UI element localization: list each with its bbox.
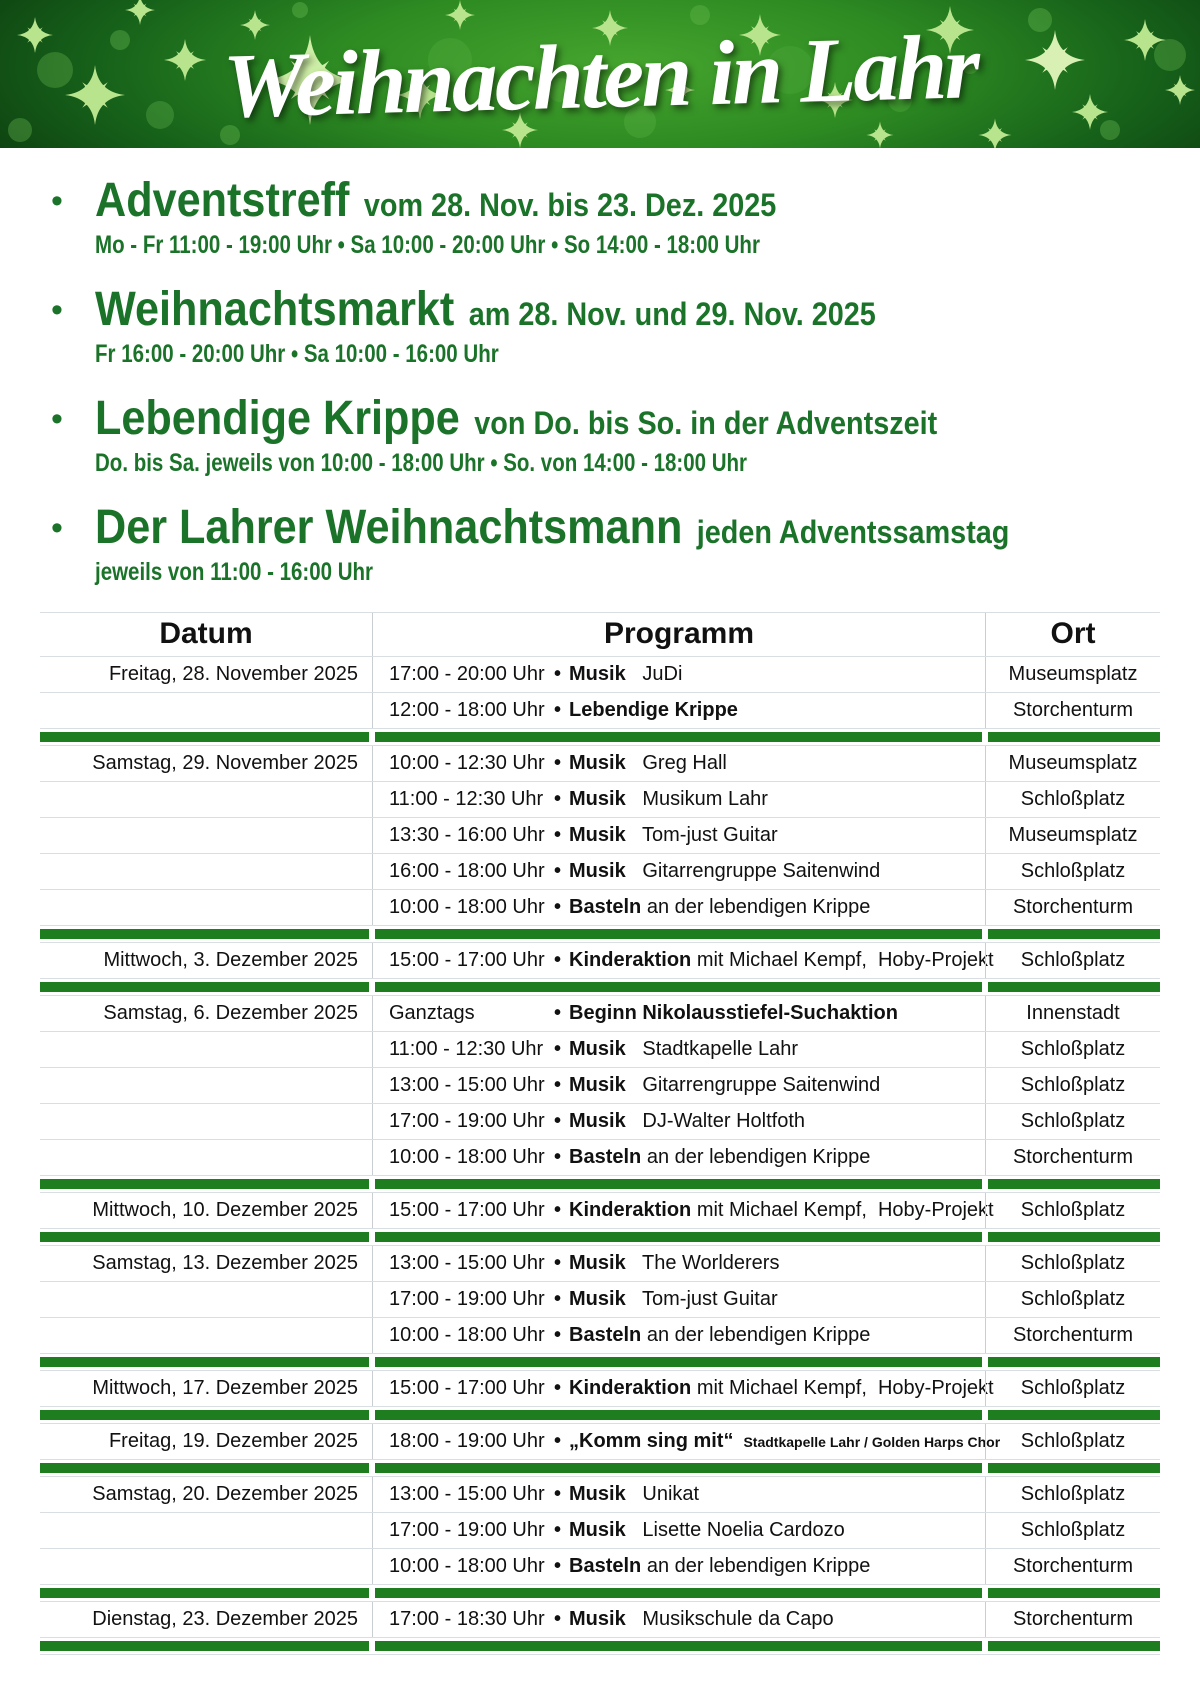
program-cell: [372, 943, 994, 978]
date-cell: [40, 1068, 372, 1103]
table-row: [40, 1477, 1160, 1513]
date-cell: [40, 1282, 372, 1317]
program-text: [554, 1074, 985, 1097]
time-text: 17:00 - 19:00 Uhr: [389, 1109, 545, 1132]
ort-cell: Schloßplatz: [985, 1032, 1160, 1067]
date-cell: [40, 818, 372, 853]
program-text: [554, 1377, 994, 1400]
dot-icon: •: [554, 859, 562, 882]
date-cell: [40, 1318, 372, 1353]
program-label: Kinderaktion: [569, 1198, 692, 1221]
ort-cell: Schloßplatz: [985, 854, 1160, 889]
green-bar: [40, 1232, 369, 1242]
table-row: [40, 818, 1160, 854]
table-row: [40, 1104, 1160, 1140]
green-bar: [40, 1410, 369, 1420]
dot-icon: •: [554, 948, 562, 971]
dot-icon: •: [554, 787, 562, 810]
banner: [0, 0, 1200, 148]
green-bar: [375, 1410, 982, 1420]
program-label: Musik: [569, 751, 626, 774]
dot-icon: •: [554, 823, 562, 846]
time-text: 11:00 - 12:30 Uhr: [389, 787, 544, 810]
table-row: [40, 996, 1160, 1032]
group-separator-bar: [40, 1354, 1160, 1371]
green-bar: [40, 1179, 369, 1189]
group-separator-bar: [40, 729, 1160, 746]
table-row: [40, 1424, 1160, 1460]
table-row: [40, 1282, 1160, 1318]
program-cell: [372, 1032, 985, 1067]
ort-cell: Storchenturm: [985, 890, 1160, 925]
table-row: [40, 1602, 1160, 1638]
date-cell: [40, 1549, 372, 1584]
green-bar: [40, 929, 369, 939]
ort-cell: Schloßplatz: [985, 1282, 1160, 1317]
green-bar: [988, 1410, 1160, 1420]
program-label: Basteln: [569, 1323, 642, 1346]
green-bar: [375, 982, 982, 992]
time-text: 17:00 - 20:00 Uhr: [389, 662, 545, 685]
group-separator-bar: [40, 1229, 1160, 1246]
ort-cell: Schloßplatz: [985, 1068, 1160, 1103]
time-text: 17:00 - 19:00 Uhr: [389, 1287, 545, 1310]
table-row: [40, 943, 1160, 979]
dot-icon: •: [554, 1251, 562, 1274]
table-row: [40, 1193, 1160, 1229]
table-row: [40, 1513, 1160, 1549]
ort-cell: Schloßplatz: [985, 1193, 1160, 1228]
ort-cell: Schloßplatz: [985, 1371, 1160, 1406]
program-label: Basteln: [569, 1554, 642, 1577]
program-text: [554, 1110, 985, 1133]
program-detail: JuDi: [625, 662, 683, 685]
program-note: Stadtkapelle Lahr / Golden Harps Chor: [743, 1433, 1001, 1450]
event-heading: Der Lahrer Weihnachtsmann: [95, 500, 683, 554]
green-bar: [40, 732, 369, 742]
event-heading: Lebendige Krippe: [95, 391, 460, 445]
ort-cell: Storchenturm: [985, 1140, 1160, 1175]
ort-cell: Schloßplatz: [985, 1104, 1160, 1139]
program-label: Musik: [569, 787, 626, 810]
column-header-programm: Programm: [372, 613, 985, 656]
group-separator-bar: [40, 1585, 1160, 1602]
time-text: 11:00 - 12:30 Uhr: [389, 1037, 544, 1060]
program-label: Musik: [569, 1073, 626, 1096]
date-cell: Samstag, 6. Dezember 2025: [103, 1001, 358, 1024]
program-detail: an der lebendigen Krippe: [641, 1145, 871, 1168]
program-cell: [372, 1246, 985, 1281]
date-cell: Freitag, 19. Dezember 2025: [108, 1429, 358, 1452]
program-cell: [372, 996, 985, 1031]
program-label: Kinderaktion: [569, 1376, 692, 1399]
program-detail: an der lebendigen Krippe: [641, 895, 871, 918]
dot-icon: •: [554, 1323, 562, 1346]
date-cell: [40, 854, 372, 889]
time-text: 17:00 - 19:00 Uhr: [389, 1518, 545, 1541]
program-cell: [372, 1371, 994, 1406]
program-cell: [372, 782, 985, 817]
program-text: [554, 1199, 994, 1222]
time-text: Ganztags: [389, 1001, 475, 1024]
green-bar: [375, 1463, 982, 1473]
dot-icon: •: [554, 1429, 562, 1452]
column-header-datum: Datum: [159, 617, 253, 651]
program-detail: Lisette Noelia Cardozo: [625, 1518, 845, 1541]
ort-cell: Schloßplatz: [985, 782, 1160, 817]
program-cell: [372, 1513, 985, 1548]
green-bar: [375, 929, 982, 939]
event-dates: jeden Adventssamstag: [696, 513, 1010, 550]
list-item-weihnachtsmann: [51, 500, 1200, 590]
date-cell: Mittwoch, 17. Dezember 2025: [92, 1376, 358, 1399]
program-cell: [372, 1282, 985, 1317]
ort-cell: Museumsplatz: [985, 657, 1160, 692]
ort-cell: Schloßplatz: [985, 943, 1160, 978]
green-bar: [375, 732, 982, 742]
program-label: „Komm sing mit“: [569, 1429, 734, 1452]
time-text: 17:00 - 18:30 Uhr: [389, 1607, 545, 1630]
ort-cell: Museumsplatz: [985, 818, 1160, 853]
event-dates: vom 28. Nov. bis 23. Dez. 2025: [363, 187, 777, 223]
program-text: [554, 824, 985, 847]
program-detail: Gitarrengruppe Saitenwind: [625, 859, 881, 882]
event-heading: Adventstreff: [95, 174, 350, 227]
time-text: 16:00 - 18:00 Uhr: [389, 859, 545, 882]
program-label: Musik: [569, 1037, 626, 1060]
program-text: [554, 1324, 985, 1347]
time-text: 15:00 - 17:00 Uhr: [389, 1376, 545, 1399]
date-cell: [40, 782, 372, 817]
program-cell: [372, 1068, 985, 1103]
program-cell: [372, 1140, 985, 1175]
time-text: 10:00 - 12:30 Uhr: [389, 751, 545, 774]
list-item-weihnachtsmarkt: [51, 282, 1200, 372]
program-detail: Greg Hall: [625, 751, 727, 774]
program-label: Musik: [569, 1251, 626, 1274]
date-cell: Mittwoch, 10. Dezember 2025: [92, 1198, 358, 1221]
green-bar: [988, 1641, 1160, 1651]
time-text: 15:00 - 17:00 Uhr: [389, 948, 545, 971]
table-row: [40, 1032, 1160, 1068]
program-label: Lebendige Krippe: [569, 698, 738, 721]
table-body: [40, 657, 1160, 1655]
event-dates: von Do. bis So. in der Adventszeit: [474, 404, 938, 441]
program-cell: [372, 657, 985, 692]
program-detail: mit Michael Kempf, Hoby-Projekt: [691, 948, 994, 971]
green-bar: [375, 1357, 982, 1367]
table-row: [40, 746, 1160, 782]
ort-cell: Schloßplatz: [985, 1424, 1160, 1459]
ort-cell: Storchenturm: [985, 1602, 1160, 1637]
dot-icon: •: [554, 751, 562, 774]
program-label: Basteln: [569, 895, 642, 918]
program-cell: [372, 854, 985, 889]
program-text: [554, 1519, 985, 1542]
program-label: Musik: [569, 1287, 626, 1310]
time-text: 10:00 - 18:00 Uhr: [389, 1323, 545, 1346]
date-cell: [40, 1032, 372, 1067]
program-text: [554, 1038, 985, 1061]
group-separator-bar: [40, 926, 1160, 943]
list-item-adventstreff: [51, 174, 1200, 263]
group-separator-bar: [40, 1460, 1160, 1477]
group-separator-bar: [40, 1176, 1160, 1193]
page-title: Weihnachten in Lahr: [221, 15, 979, 137]
program-label: Musik: [569, 1109, 626, 1132]
green-bar: [40, 1463, 369, 1473]
program-label: Musik: [569, 1518, 626, 1541]
program-detail: Tom-just Guitar: [625, 823, 778, 846]
green-bar: [375, 1232, 982, 1242]
program-detail: Gitarrengruppe Saitenwind: [625, 1073, 881, 1096]
program-text: [554, 1002, 985, 1025]
event-times: jeweils von 11:00 - 16:00 Uhr: [95, 557, 374, 586]
program-text: [554, 1483, 985, 1506]
dot-icon: •: [554, 895, 562, 918]
date-cell: [40, 890, 372, 925]
date-cell: Dienstag, 23. Dezember 2025: [92, 1607, 358, 1630]
dot-icon: •: [554, 1145, 562, 1168]
program-text: [554, 896, 985, 919]
group-separator-bar: [40, 1638, 1160, 1655]
ort-cell: Schloßplatz: [985, 1477, 1160, 1512]
time-text: 10:00 - 18:00 Uhr: [389, 1554, 545, 1577]
green-bar: [988, 1179, 1160, 1189]
program-table: [40, 612, 1160, 1655]
dot-icon: •: [554, 698, 562, 721]
program-text: [554, 1555, 985, 1578]
program-cell: [372, 1193, 994, 1228]
dot-icon: •: [554, 1073, 562, 1096]
program-text: [554, 1608, 985, 1631]
event-heading: Weihnachtsmarkt: [95, 282, 455, 336]
dot-icon: •: [554, 1482, 562, 1505]
table-row: [40, 854, 1160, 890]
event-times: Fr 16:00 - 20:00 Uhr • Sa 10:00 - 16:00 Uhr: [95, 339, 499, 368]
green-bar: [988, 1232, 1160, 1242]
event-summary-list: [0, 148, 1200, 590]
green-bar: [375, 1588, 982, 1598]
date-cell: [40, 693, 372, 728]
dot-icon: •: [554, 1287, 562, 1310]
table-row: [40, 1318, 1160, 1354]
dot-icon: •: [554, 1376, 562, 1399]
bullet-icon: •: [51, 399, 63, 438]
program-cell: [372, 746, 985, 781]
program-detail: mit Michael Kempf, Hoby-Projekt: [691, 1198, 994, 1221]
program-label: Musik: [569, 662, 626, 685]
column-header-ort: Ort: [985, 613, 1160, 656]
green-bar: [988, 982, 1160, 992]
program-text: [554, 788, 985, 811]
dot-icon: •: [554, 1554, 562, 1577]
green-bar: [988, 1588, 1160, 1598]
program-cell: [372, 818, 985, 853]
dot-icon: •: [554, 1037, 562, 1060]
program-text: [554, 1252, 985, 1275]
program-label: Basteln: [569, 1145, 642, 1168]
bullet-icon: •: [51, 290, 63, 329]
green-bar: [40, 1588, 369, 1598]
program-text: [554, 1146, 985, 1169]
program-text: [554, 949, 994, 972]
date-cell: Samstag, 13. Dezember 2025: [92, 1251, 358, 1274]
time-text: 12:00 - 18:00 Uhr: [389, 698, 545, 721]
time-text: 13:30 - 16:00 Uhr: [389, 823, 545, 846]
green-bar: [988, 929, 1160, 939]
time-text: 10:00 - 18:00 Uhr: [389, 1145, 545, 1168]
program-label: Musik: [569, 859, 626, 882]
event-dates: am 28. Nov. und 29. Nov. 2025: [468, 295, 876, 332]
event-times: Do. bis Sa. jeweils von 10:00 - 18:00 Uhr • So. von 14:00 - 18:00 Uhr: [95, 448, 748, 477]
dot-icon: •: [554, 1518, 562, 1541]
program-detail: an der lebendigen Krippe: [641, 1323, 871, 1346]
program-cell: [372, 1477, 985, 1512]
program-detail: an der lebendigen Krippe: [641, 1554, 871, 1577]
program-detail: Musikum Lahr: [625, 787, 768, 810]
program-text: [554, 699, 985, 722]
table-row: [40, 1549, 1160, 1585]
dot-icon: •: [554, 1198, 562, 1221]
green-bar: [40, 982, 369, 992]
table-row: [40, 782, 1160, 818]
green-bar: [40, 1641, 369, 1651]
date-cell: Samstag, 29. November 2025: [92, 751, 358, 774]
program-label: Musik: [569, 1482, 626, 1505]
time-text: 13:00 - 15:00 Uhr: [389, 1482, 545, 1505]
table-row: [40, 890, 1160, 926]
dot-icon: •: [554, 1109, 562, 1132]
table-row: [40, 657, 1160, 693]
time-text: 18:00 - 19:00 Uhr: [389, 1429, 545, 1452]
program-detail: Unikat: [625, 1482, 700, 1505]
green-bar: [40, 1357, 369, 1367]
group-separator-bar: [40, 1407, 1160, 1424]
ort-cell: Innenstadt: [985, 996, 1160, 1031]
bullet-icon: •: [51, 508, 63, 547]
time-text: 15:00 - 17:00 Uhr: [389, 1198, 545, 1221]
date-cell: [40, 1140, 372, 1175]
green-bar: [988, 1463, 1160, 1473]
program-text: [554, 663, 985, 686]
date-cell: [40, 1104, 372, 1139]
date-cell: Mittwoch, 3. Dezember 2025: [103, 948, 358, 971]
ort-cell: Schloßplatz: [985, 1246, 1160, 1281]
program-cell: [372, 1549, 985, 1584]
dot-icon: •: [554, 1001, 562, 1024]
program-cell: [372, 1104, 985, 1139]
date-cell: Freitag, 28. November 2025: [108, 662, 358, 685]
bullet-icon: •: [51, 182, 63, 220]
table-row: [40, 693, 1160, 729]
date-cell: Samstag, 20. Dezember 2025: [92, 1482, 358, 1505]
ort-cell: Storchenturm: [985, 1318, 1160, 1353]
program-detail: DJ-Walter Holtfoth: [625, 1109, 805, 1132]
program-cell: [372, 1602, 985, 1637]
dot-icon: •: [554, 662, 562, 685]
program-detail: Musikschule da Capo: [625, 1607, 834, 1630]
program-detail: Stadtkapelle Lahr: [625, 1037, 799, 1060]
green-bar: [988, 1357, 1160, 1367]
event-times: Mo - Fr 11:00 - 19:00 Uhr • Sa 10:00 - 20:00 Uhr • So 14:00 - 18:00 Uhr: [95, 230, 760, 259]
program-cell: [372, 1424, 1001, 1459]
program-detail: The Worlderers: [625, 1251, 780, 1274]
dot-icon: •: [554, 1607, 562, 1630]
program-label: Beginn Nikolausstiefel-Suchaktion: [569, 1001, 898, 1024]
ort-cell: Storchenturm: [985, 693, 1160, 728]
green-bar: [988, 732, 1160, 742]
green-bar: [375, 1179, 982, 1189]
program-cell: [372, 890, 985, 925]
program-label: Musik: [569, 823, 626, 846]
list-item-lebendige-krippe: [51, 391, 1200, 481]
green-bar: [375, 1641, 982, 1651]
program-cell: [372, 693, 985, 728]
time-text: 13:00 - 15:00 Uhr: [389, 1073, 545, 1096]
program-label: Musik: [569, 1607, 626, 1630]
time-text: 10:00 - 18:00 Uhr: [389, 895, 545, 918]
program-detail: mit Michael Kempf, Hoby-Projekt: [691, 1376, 994, 1399]
ort-cell: Schloßplatz: [985, 1513, 1160, 1548]
program-label: Kinderaktion: [569, 948, 692, 971]
time-text: 13:00 - 15:00 Uhr: [389, 1251, 545, 1274]
program-text: [554, 1430, 1000, 1453]
table-row: [40, 1246, 1160, 1282]
program-text: [554, 752, 985, 775]
table-header-row: [40, 612, 1160, 657]
table-row: [40, 1371, 1160, 1407]
program-text: [554, 1288, 985, 1311]
ort-cell: Museumsplatz: [985, 746, 1160, 781]
table-row: [40, 1068, 1160, 1104]
program-detail: Tom-just Guitar: [625, 1287, 778, 1310]
ort-cell: Storchenturm: [985, 1549, 1160, 1584]
program-text: [554, 860, 985, 883]
table-row: [40, 1140, 1160, 1176]
date-cell: [40, 1513, 372, 1548]
group-separator-bar: [40, 979, 1160, 996]
program-cell: [372, 1318, 985, 1353]
